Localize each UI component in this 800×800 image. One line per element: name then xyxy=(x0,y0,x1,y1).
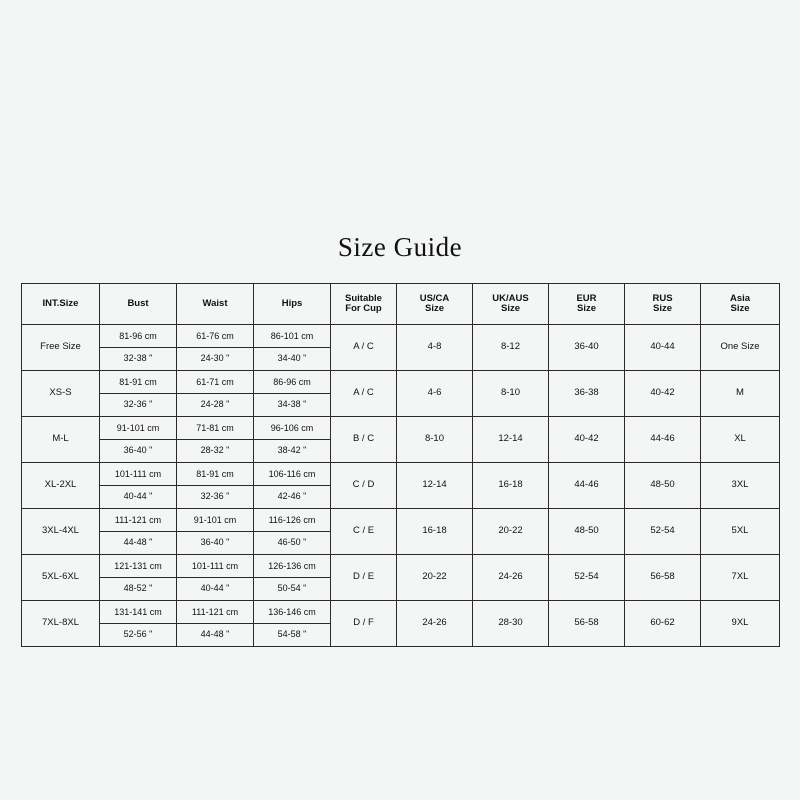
cell-hips xyxy=(254,371,331,417)
cell-bust-cm: 81-96 cm xyxy=(100,326,176,349)
cell-bust xyxy=(100,463,177,509)
cell-hips-cm: 136-146 cm xyxy=(254,602,330,625)
cell-int-size: 7XL-8XL xyxy=(22,601,100,647)
cell-rus: 40-44 xyxy=(625,325,701,371)
cell-waist-cm: 71-81 cm xyxy=(177,418,253,441)
cell-bust-cm: 91-101 cm xyxy=(100,418,176,441)
table-row xyxy=(22,371,780,417)
column-header-waist xyxy=(177,284,254,325)
table-row xyxy=(22,555,780,601)
cell-rus: 44-46 xyxy=(625,417,701,463)
column-header-label-line1: Suitable xyxy=(345,292,382,304)
cell-waist-cm: 61-71 cm xyxy=(177,372,253,395)
cell-bust xyxy=(100,601,177,647)
cell-usca: 4-6 xyxy=(397,371,473,417)
cell-bust xyxy=(100,325,177,371)
cell-hips xyxy=(254,325,331,371)
column-header-ukaus xyxy=(473,284,549,325)
cell-asia: M xyxy=(701,371,780,417)
column-header-label: Bust xyxy=(127,297,149,309)
cell-cup: C / D xyxy=(331,463,397,509)
cell-hips-inch: 54-58 " xyxy=(277,629,307,639)
column-header-label-line1: EUR xyxy=(576,292,597,304)
cell-waist-inch: 32-36 " xyxy=(200,491,230,501)
cell-eur: 36-40 xyxy=(549,325,625,371)
cell-rus: 48-50 xyxy=(625,463,701,509)
cell-cup: D / E xyxy=(331,555,397,601)
cell-ukaus: 20-22 xyxy=(473,509,549,555)
cell-int-size: XL-2XL xyxy=(22,463,100,509)
cell-asia: One Size xyxy=(701,325,780,371)
column-header-label-line1: Asia xyxy=(729,292,751,304)
cell-rus: 52-54 xyxy=(625,509,701,555)
column-header-int-size xyxy=(22,284,100,325)
cell-waist xyxy=(177,371,254,417)
column-header-label-line1: US/CA xyxy=(419,292,450,304)
cell-bust-inch: 52-56 " xyxy=(123,629,153,639)
column-header-label-line1: UK/AUS xyxy=(492,292,529,304)
cell-cup: A / C xyxy=(331,371,397,417)
cell-cup: D / F xyxy=(331,601,397,647)
cell-waist-inch: 44-48 " xyxy=(200,629,230,639)
cell-hips-cm: 116-126 cm xyxy=(254,510,330,533)
cell-int-size: Free Size xyxy=(22,325,100,371)
cell-hips-inch: 50-54 " xyxy=(277,583,307,593)
page-title: Size Guide xyxy=(337,232,463,262)
column-header-label: INT.Size xyxy=(42,297,79,309)
cell-waist-cm: 61-76 cm xyxy=(177,326,253,349)
column-header-asia xyxy=(701,284,780,325)
cell-waist-inch: 36-40 " xyxy=(200,537,230,547)
cell-waist xyxy=(177,325,254,371)
cell-hips-cm: 126-136 cm xyxy=(254,556,330,579)
size-guide-table xyxy=(21,283,780,647)
cell-asia: 3XL xyxy=(701,463,780,509)
cell-eur: 48-50 xyxy=(549,509,625,555)
cell-hips xyxy=(254,417,331,463)
column-header-eur xyxy=(549,284,625,325)
cell-bust-cm: 121-131 cm xyxy=(100,556,176,579)
cell-usca: 12-14 xyxy=(397,463,473,509)
cell-waist-inch: 24-28 " xyxy=(200,399,230,409)
cell-eur: 52-54 xyxy=(549,555,625,601)
cell-bust-inch: 44-48 " xyxy=(123,537,153,547)
cell-hips xyxy=(254,463,331,509)
cell-ukaus: 24-26 xyxy=(473,555,549,601)
cell-hips-cm: 86-101 cm xyxy=(254,326,330,349)
table-header xyxy=(22,284,780,325)
column-header-label-line2: Size xyxy=(576,303,596,314)
cell-bust xyxy=(100,417,177,463)
cell-waist xyxy=(177,463,254,509)
cell-waist-inch: 40-44 " xyxy=(200,583,230,593)
cell-cup: C / E xyxy=(331,509,397,555)
column-header-label-lines xyxy=(549,294,624,315)
column-header-label: Waist xyxy=(202,297,228,309)
column-header-label-line1: RUS xyxy=(652,292,673,304)
cell-bust-inch: 36-40 " xyxy=(123,445,153,455)
column-header-label: Hips xyxy=(281,297,303,309)
table-row xyxy=(22,463,780,509)
column-header-label-lines xyxy=(397,294,472,315)
cell-hips-cm: 86-96 cm xyxy=(254,372,330,395)
cell-asia: 5XL xyxy=(701,509,780,555)
column-header-usca xyxy=(397,284,473,325)
cell-bust-cm: 111-121 cm xyxy=(100,510,176,533)
cell-rus: 56-58 xyxy=(625,555,701,601)
cell-waist-cm: 101-111 cm xyxy=(177,556,253,579)
cell-bust-inch: 48-52 " xyxy=(123,583,153,593)
cell-asia: XL xyxy=(701,417,780,463)
cell-eur: 56-58 xyxy=(549,601,625,647)
cell-eur: 44-46 xyxy=(549,463,625,509)
table-row xyxy=(22,509,780,555)
column-header-hips xyxy=(254,284,331,325)
cell-waist-cm: 81-91 cm xyxy=(177,464,253,487)
cell-waist xyxy=(177,555,254,601)
table-row xyxy=(22,325,780,371)
column-header-label-line2: Size xyxy=(500,303,520,314)
cell-asia: 9XL xyxy=(701,601,780,647)
cell-hips-cm: 96-106 cm xyxy=(254,418,330,441)
table-row xyxy=(22,601,780,647)
cell-bust-inch: 32-38 " xyxy=(123,353,153,363)
cell-hips xyxy=(254,555,331,601)
cell-hips-inch: 34-38 " xyxy=(277,399,307,409)
cell-int-size: M-L xyxy=(22,417,100,463)
cell-waist xyxy=(177,417,254,463)
cell-bust-inch: 32-36 " xyxy=(123,399,153,409)
cell-ukaus: 12-14 xyxy=(473,417,549,463)
cell-waist-inch: 28-32 " xyxy=(200,445,230,455)
cell-int-size: XS-S xyxy=(22,371,100,417)
column-header-cup xyxy=(331,284,397,325)
cell-hips-inch: 46-50 " xyxy=(277,537,307,547)
cell-eur: 40-42 xyxy=(549,417,625,463)
size-guide-table-wrapper xyxy=(21,283,779,647)
table-body xyxy=(22,325,780,647)
column-header-label-line2: Size xyxy=(652,303,672,314)
cell-usca: 16-18 xyxy=(397,509,473,555)
cell-bust-cm: 101-111 cm xyxy=(100,464,176,487)
cell-hips xyxy=(254,509,331,555)
cell-hips-cm: 106-116 cm xyxy=(254,464,330,487)
cell-ukaus: 8-10 xyxy=(473,371,549,417)
table-header-row xyxy=(22,284,780,325)
cell-hips-inch: 34-40 " xyxy=(277,353,307,363)
cell-rus: 40-42 xyxy=(625,371,701,417)
cell-bust xyxy=(100,371,177,417)
cell-hips-inch: 38-42 " xyxy=(277,445,307,455)
cell-bust-cm: 131-141 cm xyxy=(100,602,176,625)
cell-ukaus: 8-12 xyxy=(473,325,549,371)
cell-int-size: 3XL-4XL xyxy=(22,509,100,555)
cell-eur: 36-38 xyxy=(549,371,625,417)
cell-ukaus: 28-30 xyxy=(473,601,549,647)
cell-cup: B / C xyxy=(331,417,397,463)
cell-usca: 20-22 xyxy=(397,555,473,601)
cell-bust-inch: 40-44 " xyxy=(123,491,153,501)
cell-hips xyxy=(254,601,331,647)
cell-usca: 8-10 xyxy=(397,417,473,463)
column-header-label-line2: Size xyxy=(730,303,750,314)
cell-asia: 7XL xyxy=(701,555,780,601)
cell-rus: 60-62 xyxy=(625,601,701,647)
cell-usca: 24-26 xyxy=(397,601,473,647)
cell-waist-inch: 24-30 " xyxy=(200,353,230,363)
column-header-label-line2: Size xyxy=(424,303,444,314)
cell-bust-cm: 81-91 cm xyxy=(100,372,176,395)
column-header-label-lines xyxy=(331,294,396,315)
cell-waist xyxy=(177,601,254,647)
column-header-bust xyxy=(100,284,177,325)
cell-waist-cm: 111-121 cm xyxy=(177,602,253,625)
cell-waist xyxy=(177,509,254,555)
column-header-rus xyxy=(625,284,701,325)
column-header-label-line2: For Cup xyxy=(345,303,382,314)
column-header-label-lines xyxy=(473,294,548,315)
cell-ukaus: 16-18 xyxy=(473,463,549,509)
cell-bust xyxy=(100,555,177,601)
cell-cup: A / C xyxy=(331,325,397,371)
cell-int-size: 5XL-6XL xyxy=(22,555,100,601)
cell-waist-cm: 91-101 cm xyxy=(177,510,253,533)
cell-bust xyxy=(100,509,177,555)
cell-hips-inch: 42-46 " xyxy=(277,491,307,501)
column-header-label-lines xyxy=(701,294,779,315)
cell-usca: 4-8 xyxy=(397,325,473,371)
column-header-label-lines xyxy=(625,294,700,315)
table-row xyxy=(22,417,780,463)
